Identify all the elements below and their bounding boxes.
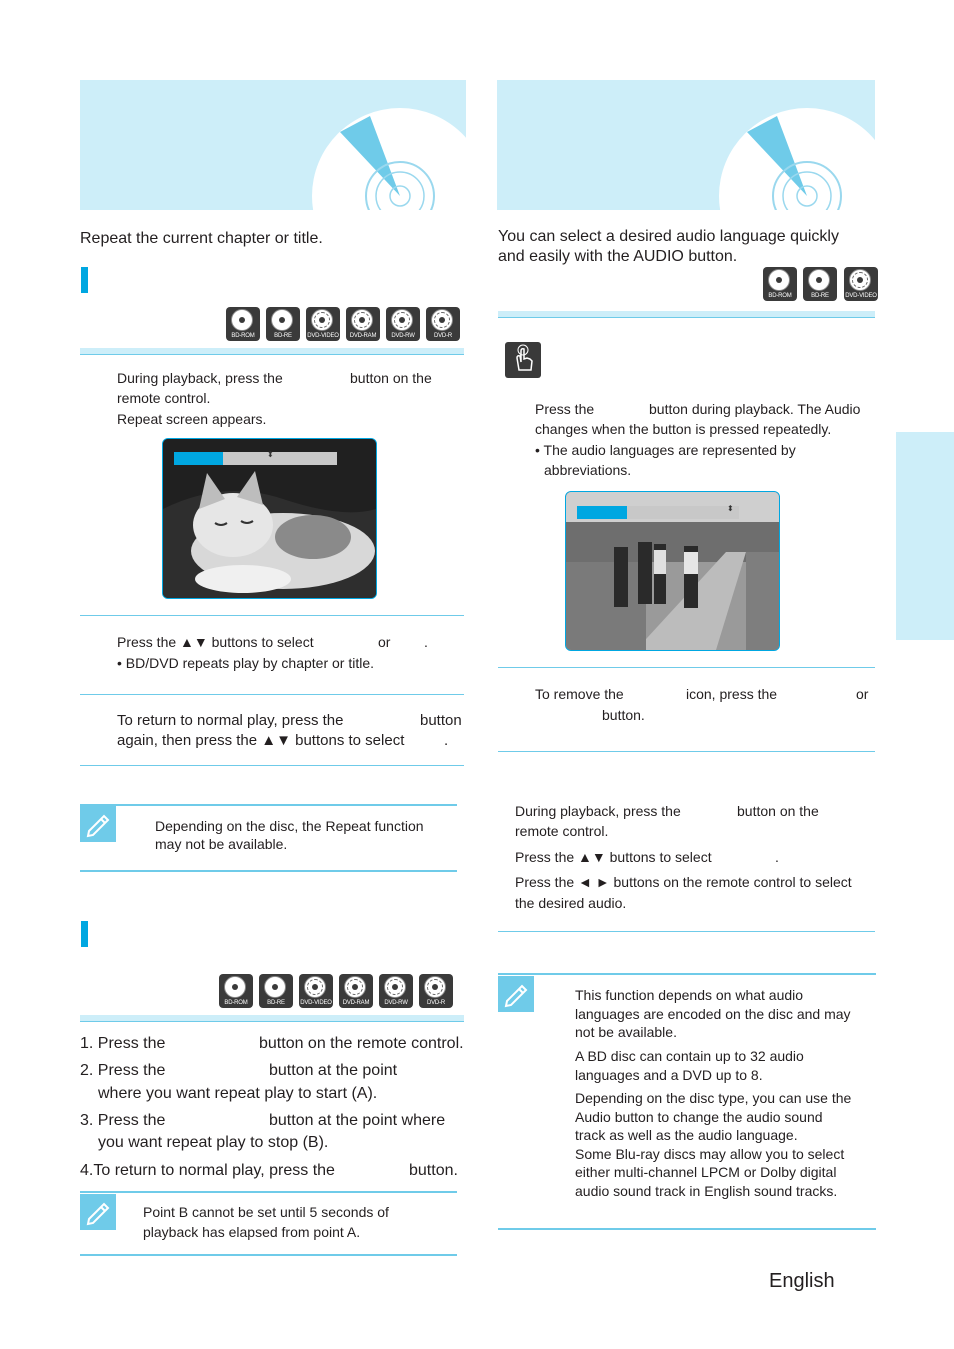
divider xyxy=(80,694,464,695)
note1-text: may not be available. xyxy=(155,836,288,852)
disc-badge-bd-re: BD-RE xyxy=(803,267,837,301)
repeat-osd-bar: ⬍ xyxy=(174,452,337,465)
menu-step-text: . xyxy=(775,849,779,865)
repeat-header-banner xyxy=(80,80,466,210)
step2-text: . xyxy=(424,634,428,650)
disc-badge-dvd-video: DVD-VIDEO xyxy=(299,974,333,1008)
disc-badge-dvd-ram: DVD-RAM xyxy=(346,307,380,341)
note1-text: Depending on the disc, the Repeat function xyxy=(155,818,424,834)
menu-step-text: Press the ▲▼ buttons to select xyxy=(515,849,712,865)
audio-note-text: Some Blu-ray discs may allow you to select xyxy=(575,1146,845,1162)
repeat-screen-image xyxy=(162,438,377,599)
disc-badge-dvd-ram: DVD-RAM xyxy=(339,974,373,1008)
step2-text: Press the ▲▼ buttons to select xyxy=(117,634,314,650)
audio-note-text: This function depends on what audio xyxy=(575,987,804,1003)
step3-text: To return to normal play, press the xyxy=(117,712,344,729)
section-rule xyxy=(498,311,875,318)
remove-icon-text: or xyxy=(856,686,869,702)
step1-text: Repeat screen appears. xyxy=(117,411,267,427)
disc-badge-dvd-r: DVD-R xyxy=(426,307,460,341)
disc-graphic-icon xyxy=(497,80,875,210)
audio-note-text: not be available. xyxy=(575,1024,677,1040)
disc-badge-bd-rom: BD-ROM xyxy=(226,307,260,341)
audio-intro-text: and easily with the AUDIO button. xyxy=(498,248,738,265)
remote-hand-icon xyxy=(505,342,541,378)
audio-note-text: languages and a DVD up to 8. xyxy=(575,1067,763,1083)
disc-badge-dvd-r: DVD-R xyxy=(419,974,453,1008)
step3-text: again, then press the ▲▼ buttons to select xyxy=(117,732,405,749)
menu-step-text: button on the xyxy=(737,803,819,819)
menu-step-text: the desired audio. xyxy=(515,895,627,911)
note-rule-top xyxy=(80,1191,457,1193)
note-pencil-icon xyxy=(80,1194,116,1230)
disc-badge-bd-rom: BD-ROM xyxy=(219,974,253,1008)
repeat-intro-text: Repeat the current chapter or title. xyxy=(80,230,323,247)
audio-step1-text: button during playback. The Audio xyxy=(649,401,861,417)
step2-bullet: • BD/DVD repeats play by chapter or title. xyxy=(117,655,375,671)
audio-note-text: A BD disc can contain up to 32 audio xyxy=(575,1048,804,1064)
section-marker-repeat xyxy=(81,267,88,293)
disc-badge-bd-re: BD-RE xyxy=(259,974,293,1008)
ab-step-3: button at the point where xyxy=(269,1112,446,1129)
audio-note-text: Depending on the disc type, you can use the xyxy=(575,1090,852,1106)
step1-text: remote control. xyxy=(117,390,211,406)
section-marker-ab-repeat xyxy=(81,921,88,947)
audio-step1-bullet: • The audio languages are represented by xyxy=(535,442,796,458)
divider xyxy=(80,615,464,616)
audio-note-text: track as well as the audio language. xyxy=(575,1127,798,1143)
ab-step-1: 1. Press the xyxy=(80,1035,166,1052)
step1-text: button on the xyxy=(350,370,432,386)
footer-language: English xyxy=(769,1270,835,1292)
step1-text: During playback, press the xyxy=(117,370,283,386)
menu-step-text: remote control. xyxy=(515,823,609,839)
ab-step-3: 3. Press the xyxy=(80,1112,166,1129)
section-rule xyxy=(80,1015,464,1022)
divider xyxy=(80,765,464,766)
divider xyxy=(498,667,875,668)
ab-step-4: 4.To return to normal play, press the xyxy=(80,1162,335,1179)
disc-badge-bd-re: BD-RE xyxy=(266,307,300,341)
note-rule-top xyxy=(498,973,876,975)
disc-badge-dvd-video: DVD-VIDEO xyxy=(844,267,878,301)
audio-header-banner xyxy=(497,80,875,210)
ab-step-1: button on the remote control. xyxy=(259,1035,464,1052)
audio-note-text: languages are encoded on the disc and may xyxy=(575,1006,851,1022)
note-rule-bottom xyxy=(80,1254,457,1256)
audio-step1-text: Press the xyxy=(535,401,595,417)
note2-text: playback has elapsed from point A. xyxy=(143,1224,361,1240)
note2-text: Point B cannot be set until 5 seconds of xyxy=(143,1204,389,1220)
ab-step-3: you want repeat play to stop (B). xyxy=(98,1134,329,1151)
disc-graphic-icon xyxy=(80,80,466,210)
audio-note-text: audio sound track in English sound tracks. xyxy=(575,1183,838,1199)
remove-icon-text: To remove the xyxy=(535,686,624,702)
audio-screen-image xyxy=(565,491,780,651)
step3-text: button xyxy=(420,712,462,729)
divider xyxy=(498,931,875,932)
note-rule-bottom xyxy=(80,870,457,872)
audio-step1-bullet: abbreviations. xyxy=(544,462,632,478)
audio-note-text: either multi-channel LPCM or Dolby digital xyxy=(575,1164,837,1180)
disc-badge-dvd-video: DVD-VIDEO xyxy=(306,307,340,341)
audio-intro-text: You can select a desired audio language quickly xyxy=(498,228,839,245)
section-rule xyxy=(80,348,464,355)
divider xyxy=(498,751,875,752)
note-pencil-icon xyxy=(498,976,534,1012)
audio-osd-bar: ⬍ xyxy=(577,506,739,519)
note-pencil-icon xyxy=(80,806,116,842)
menu-step-text: Press the ◄ ► buttons on the remote control to select xyxy=(515,874,852,890)
note-rule-top xyxy=(80,804,457,806)
disc-badge-dvd-rw: DVD-RW xyxy=(379,974,413,1008)
audio-step1-text: changes when the button is pressed repeatedly. xyxy=(535,421,832,437)
audio-note-text: Audio button to change the audio sound xyxy=(575,1109,823,1125)
menu-step-text: During playback, press the xyxy=(515,803,681,819)
step2-text: or xyxy=(378,634,391,650)
chapter-side-tab xyxy=(896,432,954,640)
ab-step-2: 2. Press the xyxy=(80,1062,166,1079)
remove-icon-text: icon, press the xyxy=(686,686,778,702)
ab-step-2: where you want repeat play to start (A). xyxy=(98,1085,378,1102)
ab-step-4: button. xyxy=(409,1162,458,1179)
remove-icon-text: button. xyxy=(602,707,645,723)
disc-badge-bd-rom: BD-ROM xyxy=(763,267,797,301)
ab-step-2: button at the point xyxy=(269,1062,398,1079)
step3-text: . xyxy=(444,732,449,749)
disc-badge-dvd-rw: DVD-RW xyxy=(386,307,420,341)
note-rule-bottom xyxy=(498,1228,876,1230)
